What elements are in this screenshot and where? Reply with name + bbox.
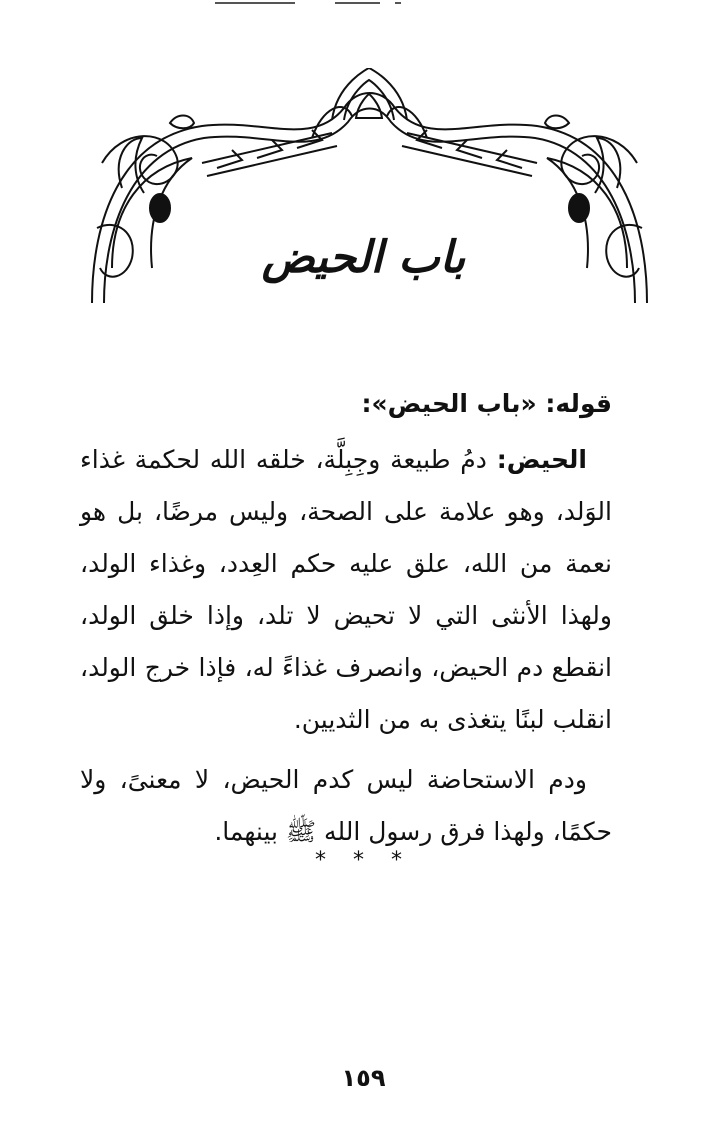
section-separator: * * *: [315, 848, 412, 873]
paragraph-hayd-body: دمُ طبيعة وجِبِلَّة، خلقه الله لحكمة غذاء الوَلد، وهو علامة على الصحة، وليس مرضًا، بل هو نعمة من الله، علق عليه حكم العِدد، وغذاء الولد، ولهذا الأنثى التي لا تحيض لا تلد، وإذا خلق الولد، انقطع دم الحيض، وانصرف غذاءً له، فإذا خرج الولد، انقلب لبنًا يتغذى به من الثديين.: [80, 445, 612, 734]
top-edge-rule: [215, 0, 415, 6]
chapter-title: باب الحيض: [261, 232, 466, 283]
body-text: [80, 378, 612, 866]
paragraph-hayd: [80, 434, 612, 746]
paragraph-lead-term: الحيض:: [496, 445, 588, 474]
paragraph-istihada: ودم الاستحاضة ليس كدم الحيض، لا معنىً، ولا حكمًا، ولهذا فرق رسول الله ﷺ بينهما.: [80, 765, 612, 846]
section-heading: قوله: «باب الحيض»:: [361, 389, 612, 418]
page-number: ١٥٩: [341, 1064, 386, 1092]
